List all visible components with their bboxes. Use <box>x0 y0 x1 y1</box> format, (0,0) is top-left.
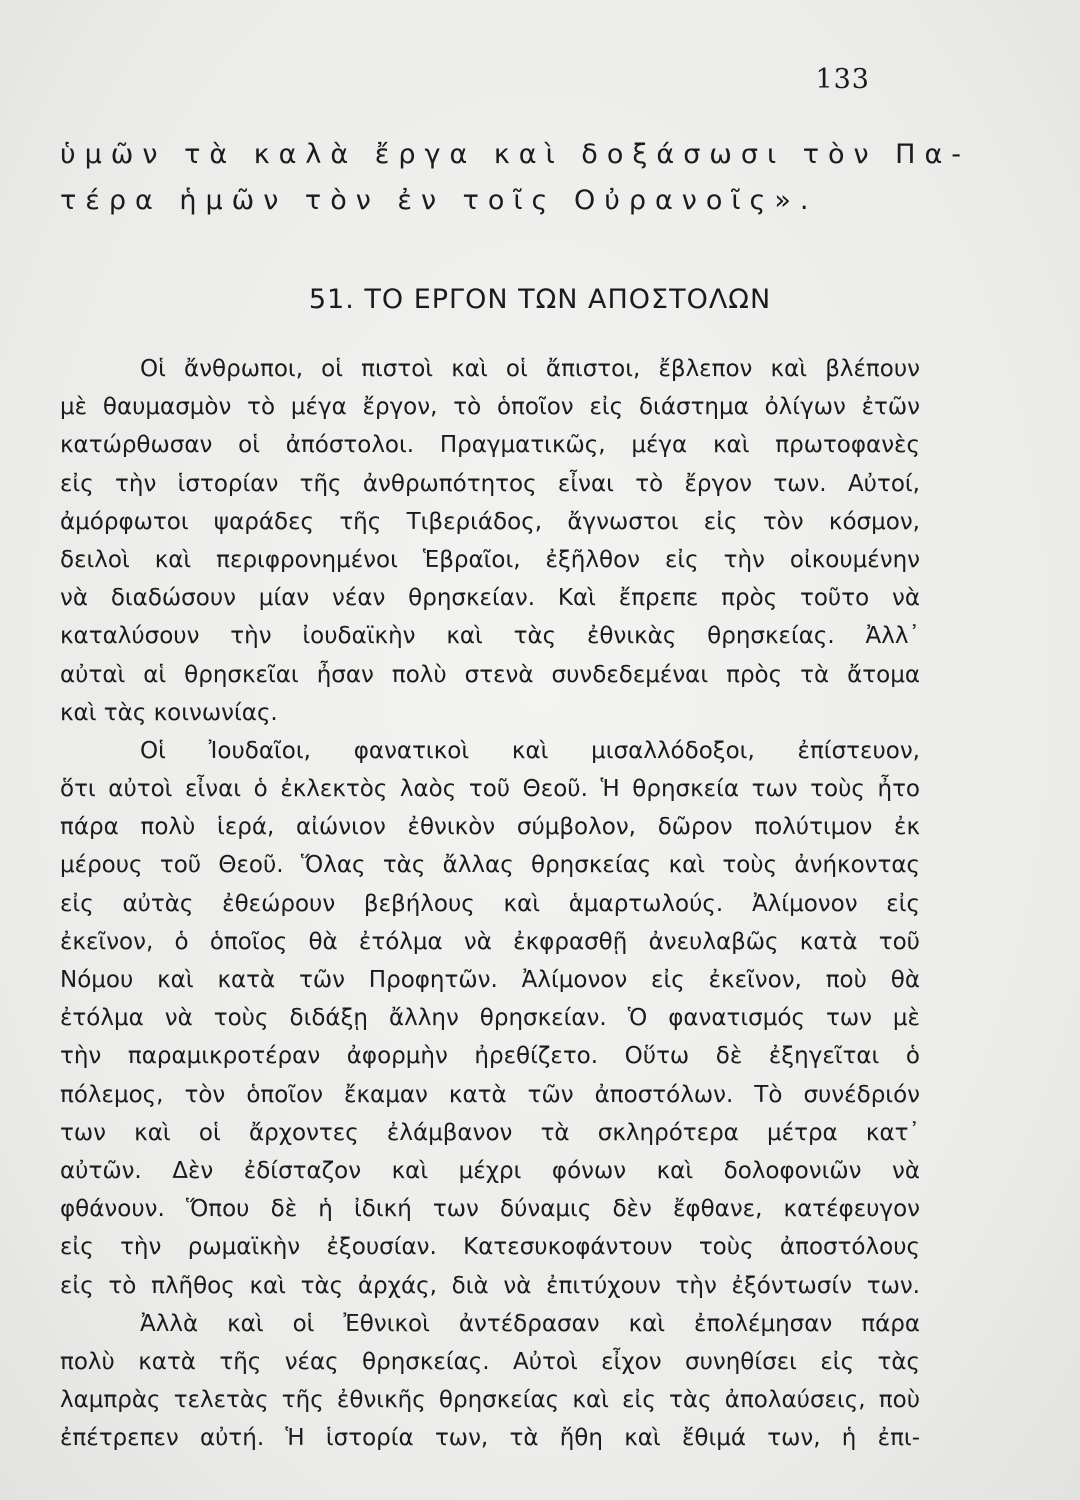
paragraph-line: ἀμόρφωτοι ψαράδες τῆς Τιβεριάδος, ἄγνωστοι εἰς τὸν κόσμον, <box>60 508 920 535</box>
paragraph-line: ἐπέτρεπεν αὐτή. Ἡ ἱστορία των, τὰ ἤθη καὶ ἔθιμά των, ἡ ἐπι- <box>60 1425 920 1452</box>
paragraph-line: ἐτόλμα νὰ τοὺς διδάξῃ ἄλλην θρησκείαν. Ὁ φανατισμός των μὲ <box>60 1005 920 1032</box>
page-number: 133 <box>815 64 870 95</box>
paragraph-line: μέρους τοῦ Θεοῦ. Ὅλας τὰς ἄλλας θρησκείας καὶ τοὺς ἀνήκοντας <box>60 852 920 879</box>
paragraph-line: Νόμου καὶ κατὰ τῶν Προφητῶν. Ἀλίμονον εἰς ἐκεῖνον, ποὺ θὰ <box>60 967 920 993</box>
paragraph-line: εἰς τὸ πλῆθος καὶ τὰς ἀρχάς, διὰ νὰ ἐπιτύχουν τὴν ἐξόντωσίν των. <box>60 1272 920 1299</box>
paragraph-line: πάρα πολὺ ἱερά, αἰώνιον ἐθνικὸν σύμβολον, δῶρον πολύτιμον ἐκ <box>60 814 920 841</box>
paragraph-line: Ἀλλὰ καὶ οἱ Ἐθνικοὶ ἀντέδρασαν καὶ ἐπολέμησαν πάρα <box>140 1310 920 1337</box>
paragraph-line: Οἱ Ἰουδαῖοι, φανατικοὶ καὶ μισαλλόδοξοι, ἐπίστευον, <box>140 737 920 764</box>
paragraph-line: ὅτι αὐτοὶ εἶναι ὁ ἐκλεκτὸς λαὸς τοῦ Θεοῦ. Ἡ θρησκεία των τοὺς ἦτο <box>60 776 920 803</box>
paragraph-line: αὐταὶ αἱ θρησκεῖαι ἦσαν πολὺ στενὰ συνδεδεμέναι πρὸς τὰ ἄτομα <box>60 661 920 688</box>
body-text <box>60 350 920 1457</box>
paragraph-line: εἰς αὐτὰς ἐθεώρουν βεβήλους καὶ ἁμαρτωλούς. Ἀλίμονον εἰς <box>60 890 920 917</box>
quote-line: τέρα ἡμῶν τὸν ἐν τοῖς Οὐρανοῖς». <box>60 185 818 216</box>
paragraph-line: εἰς τὴν ἱστορίαν τῆς ἀνθρωπότητος εἶναι τὸ ἔργον των. Αὐτοί, <box>60 470 920 497</box>
section-heading: 51. ΤΟ ΕΡΓΟΝ ΤΩΝ ΑΠΟΣΤΟΛΩΝ <box>308 284 772 315</box>
paragraph-line: κατώρθωσαν οἱ ἀπόστολοι. Πραγματικῶς, μέγα καὶ πρωτοφανὲς <box>60 432 920 459</box>
paragraph-line: εἰς τὴν ρωμαϊκὴν ἐξουσίαν. Κατεσυκοφάντουν τοὺς ἀποστόλους <box>60 1234 920 1261</box>
paragraph-line: πολὺ κατὰ τῆς νέας θρησκείας. Αὐτοὶ εἶχον συνηθίσει εἰς τὰς <box>60 1348 920 1375</box>
paragraph-line: πόλεμος, τὸν ὁποῖον ἔκαμαν κατὰ τῶν ἀποστόλων. Τὸ συνέδριόν <box>60 1081 920 1108</box>
paragraph-line: καὶ τὰς κοινωνίας. <box>60 699 278 726</box>
paragraph-line: τὴν παραμικροτέραν ἀφορμὴν ἠρεθίζετο. Οὕτω δὲ ἐξηγεῖται ὁ <box>60 1043 920 1070</box>
paragraph-line: ἐκεῖνον, ὁ ὁποῖος θὰ ἐτόλμα νὰ ἐκφρασθῇ ἀνευλαβῶς κατὰ τοῦ <box>60 928 920 955</box>
paragraph-line: μὲ θαυμασμὸν τὸ μέγα ἔργον, τὸ ὁποῖον εἰς διάστημα ὀλίγων ἐτῶν <box>60 394 920 421</box>
paragraph-line: λαμπρὰς τελετὰς τῆς ἐθνικῆς θρησκείας καὶ εἰς τὰς ἀπολαύσεις, ποὺ <box>60 1387 920 1414</box>
paragraph-line: νὰ διαδώσουν μίαν νέαν θρησκείαν. Καὶ ἔπρεπε πρὸς τοῦτο νὰ <box>60 585 920 612</box>
paragraph-line: φθάνουν. Ὅπου δὲ ἡ ἰδική των δύναμις δὲν ἔφθανε, κατέφευγον <box>60 1196 920 1223</box>
quote-line: ὑμῶν τὰ καλὰ ἔργα καὶ δοξάσωσι τὸν Πα- <box>60 139 971 170</box>
paragraph-line: των καὶ οἱ ἄρχοντες ἐλάμβανον τὰ σκληρότερα μέτρα κατ᾽ <box>60 1119 920 1146</box>
paragraph-line: αὐτῶν. Δὲν ἐδίσταζον καὶ μέχρι φόνων καὶ δολοφονιῶν νὰ <box>60 1157 920 1184</box>
paragraph-line: καταλύσουν τὴν ἰουδαϊκὴν καὶ τὰς ἐθνικὰς θρησκείας. Ἀλλ᾽ <box>60 623 920 650</box>
paragraph-line: δειλοὶ καὶ περιφρονημένοι Ἑβραῖοι, ἐξῆλθον εἰς τὴν οἰκουμένην <box>60 546 920 573</box>
paragraph-line: Οἱ ἄνθρωποι, οἱ πιστοὶ καὶ οἱ ἄπιστοι, ἔβλεπον καὶ βλέπουν <box>140 356 920 382</box>
quote-continuation <box>60 132 971 224</box>
